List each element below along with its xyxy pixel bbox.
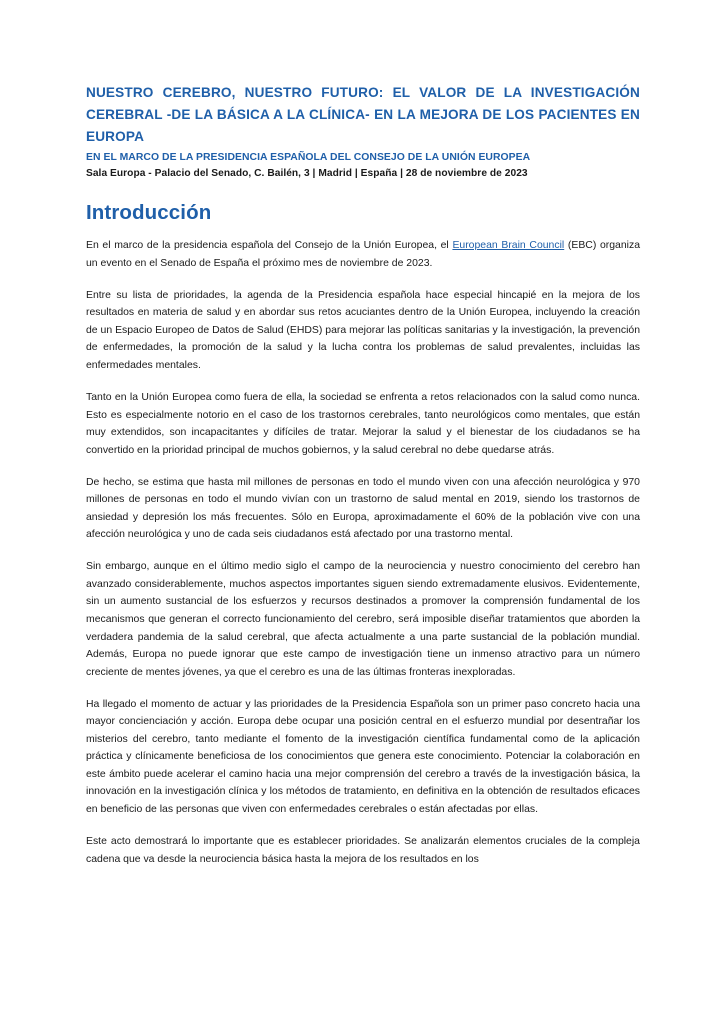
paragraph-6: Ha llegado el momento de actuar y las prioridades de la Presidencia Española son un primer paso concreto hacia una mayor concienciación y acción. Europa debe ocupar una posición central en el esfuerzo mundial por desentrañar los misterios del cerebro, tanto mediante el fomento de la investigación científica fundamental como de la aplicación práctica y clínicamente beneficiosa de los conocimientos que genera este conocimiento. Potenciar la colaboración en este ámbito puede acelerar el camino hacia una mejor comprensión del cerebro a través de la investigación básica, la innovación en la investigación clínica y los métodos de tratamiento, en definitiva en la obtención de resultados eficaces en beneficio de las personas que viven con enfermedades cerebrales o están afectadas por ellas. [86, 698, 640, 815]
paragraph-1-text-before-link: En el marco de la presidencia española del Consejo de la Unión Europea, el [86, 240, 453, 252]
paragraph-7: Este acto demostrará lo importante que es establecer prioridades. Se analizarán elementos cruciales de la compleja cadena que va desde la neurociencia básica hasta la mejora de los resultados en los [86, 835, 640, 865]
paragraph-2: Entre su lista de prioridades, la agenda de la Presidencia española hace especial hincapié en la mejora de los resultados en materia de salud y en abordar sus retos acuciantes dentro de la Unión Europea, incluyendo la creación de un Espacio Europeo de Datos de Salud (EHDS) para mejorar las políticas sanitarias y la investigación, la prevención de enfermedades, la promoción de la salud y la lucha contra los problemas de salud prevalentes, incluidas las enfermedades mentales. [86, 289, 640, 371]
document-subtitle: EN EL MARCO DE LA PRESIDENCIA ESPAÑOLA DEL CONSEJO DE LA UNIÓN EUROPEA [86, 152, 531, 164]
paragraph-3: Tanto en la Unión Europea como fuera de ella, la sociedad se enfrenta a retos relacionados con la salud como nunca. Esto es especialmente notorio en el caso de los trastornos cerebrales, tanto neurológicos como mentales, que están muy extendidos, son incapacitantes y difíciles de tratar. Mejorar la salud y el bienestar de los ciudadanos se ha convertido en la prioridad principal de muchos gobiernos, y la salud cerebral no debe quedarse atrás. [86, 391, 640, 456]
paragraph-1-text-after-link: (EBC) organiza un evento en el Senado de España el próximo mes de noviembre de 2023. [86, 240, 641, 269]
paragraph-5: Sin embargo, aunque en el último medio siglo el campo de la neurociencia y nuestro conocimiento del cerebro han avanzado considerablemente, muchos aspectos importantes siguen siendo extremadamente elusivos. Evidentemente, sin un aumento sustancial de los esfuerzos y recursos destinados a promover la comprensión fundamental de los mecanismos que generan el correcto funcionamiento del cerebro, será imposible diseñar tratamientos que aborden la verdadera pandemia de la salud cerebral, que afecta actualmente a una parte sustancial de la población mundial. Además, Europa no puede ignorar que este campo de investigación tiene un inmenso atractivo para un número creciente de mentes jóvenes, ya que el cerebro es una de las últimas fronteras inexploradas. [86, 561, 640, 678]
paragraph-1 [86, 237, 640, 272]
european-brain-council-link[interactable]: European Brain Council [452, 240, 565, 252]
section-heading-introduccion: Introducción [86, 201, 212, 225]
document-venue-line: Sala Europa - Palacio del Senado, C. Bailén, 3 | Madrid | España | 28 de noviembre de 2023 [86, 168, 528, 180]
page-title: NUESTRO CEREBRO, NUESTRO FUTURO: EL VALOR DE LA INVESTIGACIÓN CEREBRAL -DE LA BÁSICA A LA CLÍNICA- EN LA MEJORA DE LOS PACIENTES EN EUROPA [86, 85, 640, 145]
paragraph-4: De hecho, se estima que hasta mil millones de personas en todo el mundo viven con una afección neurológica y 970 millones de personas en todo el mundo vivían con un trastorno de salud mental en 2019, siendo los trastornos de ansiedad y depresión los más frecuentes. Sólo en Europa, aproximadamente el 60% de la población vive con una afección neurológica y uno de cada seis ciudadanos está afectado por una trastorno mental. [86, 476, 640, 541]
